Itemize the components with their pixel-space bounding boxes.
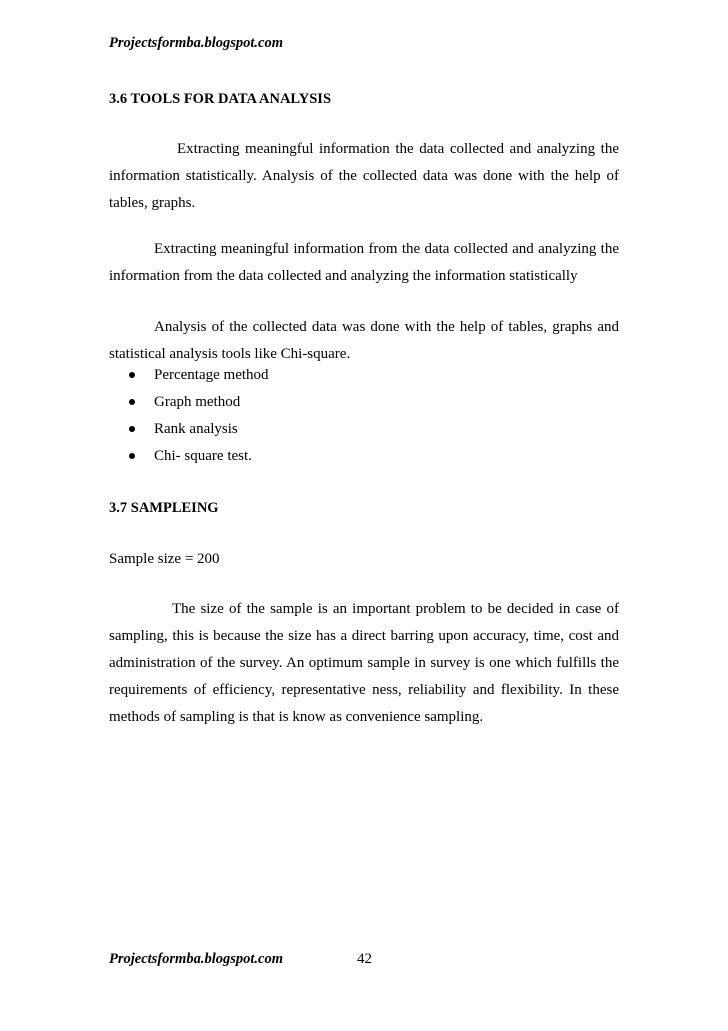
paragraph-extracting-information-repeat: Extracting meaningful information from the data collected and analyzing the information from the data collected and analyzing the information statistically [109,241,619,284]
list-item [109,443,269,470]
list-item [109,416,269,443]
list-item-label: Graph method [154,394,241,410]
page-header-site: Projectsformba.blogspot.com [109,35,283,51]
paragraph-analysis-tools: Analysis of the collected data was done with the help of tables, graphs and statistical analysis tools like Chi-square. [109,319,619,362]
list-item-label: Percentage method [154,367,269,383]
section-heading-sampleing: 3.7 SAMPLEING [109,500,219,516]
paragraph-extracting-information: Extracting meaningful information the data collected and analyzing the information statistically. Analysis of the collected data was done with the help of tables, graphs. [109,141,619,211]
bullet-icon [129,372,135,378]
list-item-label: Rank analysis [154,421,238,437]
list-item [109,389,269,416]
sample-size-text: Sample size = 200 [109,551,220,567]
page-number: 42 [357,951,372,967]
page-footer-site: Projectsformba.blogspot.com [109,951,283,967]
analysis-methods-list [109,362,269,470]
bullet-icon [129,399,135,405]
section-heading-tools-for-data-analysis: 3.6 TOOLS FOR DATA ANALYSIS [109,91,332,107]
paragraph-sample-size: The size of the sample is an important problem to be decided in case of sampling, this is because the size has a direct barring upon accuracy, time, cost and administration of the survey. An optimum sample in survey is one which fulfills the requirements of efficiency, representative ness, reliability and flexibility. In these methods of sampling is that is know as convenience sampling. [109,601,619,725]
list-item-label: Chi- square test. [154,448,252,464]
list-item [109,362,269,389]
bullet-icon [129,426,135,432]
bullet-icon [129,453,135,459]
